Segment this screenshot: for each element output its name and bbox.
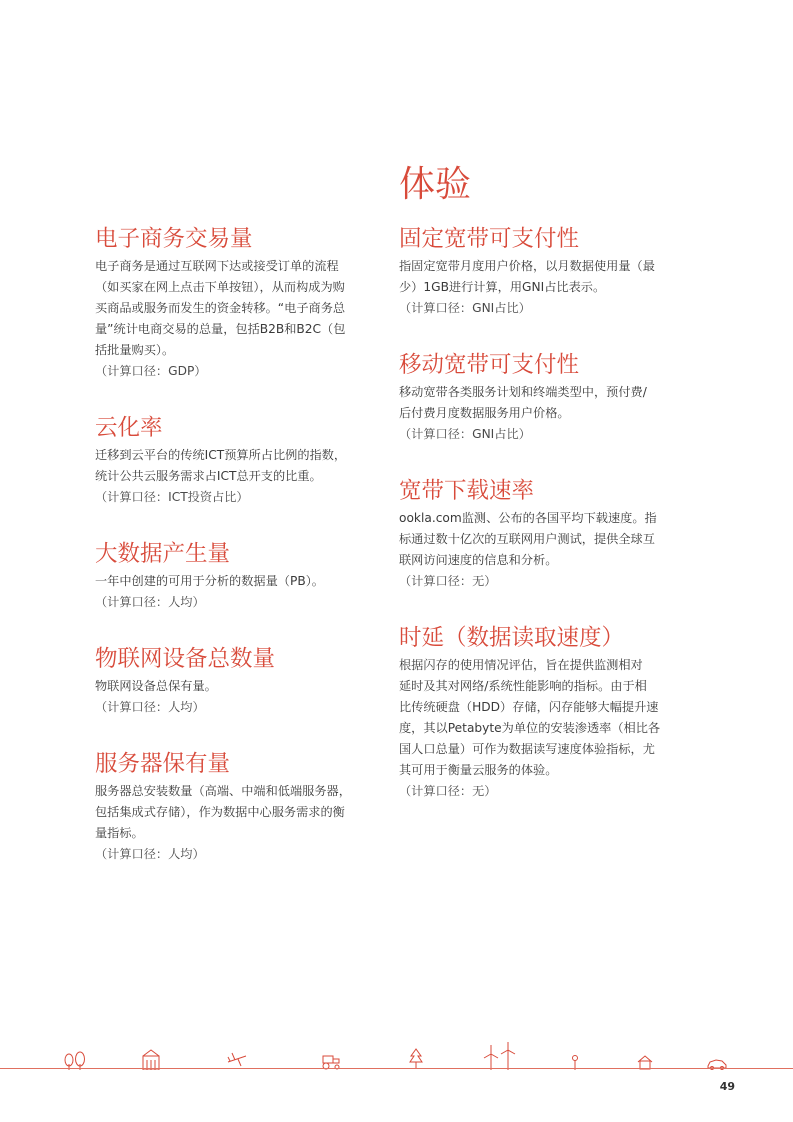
indicator-line: 比传统硬盘（HDD）存储，闪存能够大幅提升速 <box>399 700 659 714</box>
trees-icon <box>62 1050 88 1070</box>
indicator-line: 服务器总安装数量（高端、中端和低端服务器， <box>95 784 351 798</box>
indicator-basis: （计算口径：GNI占比） <box>399 301 531 315</box>
pine-tree-icon <box>408 1048 424 1070</box>
footer-divider <box>0 1068 793 1069</box>
indicator-ecommerce <box>95 222 383 382</box>
indicator-basis: （计算口径：人均） <box>95 595 205 609</box>
indicator-basis: （计算口径：ICT投资占比） <box>95 490 249 504</box>
indicator-line: 量指标。 <box>95 826 144 840</box>
indicator-iot-devices <box>95 642 383 718</box>
indicator-title: 物联网设备总数量 <box>95 646 276 672</box>
wind-turbine-icon <box>482 1042 518 1070</box>
indicator-latency <box>399 621 687 802</box>
indicator-line: 括批量购买）。 <box>95 343 175 357</box>
indicator-line: 一年中创建的可用于分析的数据量（PB）。 <box>95 574 324 588</box>
indicator-line: 根据闪存的使用情况评估，旨在提供监测相对 <box>399 658 643 672</box>
indicator-title: 时延（数据读取速度） <box>399 625 625 651</box>
indicator-line: 包括集成式存储），作为数据中心服务需求的衡 <box>95 805 345 819</box>
page-number: 49 <box>719 1080 735 1093</box>
indicator-basis: （计算口径：GNI占比） <box>399 427 531 441</box>
indicator-mobile-broadband <box>399 348 687 445</box>
indicator-line: ookla.com监测、公布的各国平均下载速度。指 <box>399 511 657 525</box>
indicator-line: 联网访问速度的信息和分析。 <box>399 553 558 567</box>
indicator-line: 买商品或服务而发生的资金转移。“电子商务总 <box>95 301 346 315</box>
indicator-title: 大数据产生量 <box>95 541 231 567</box>
indicator-line: 迁移到云平台的传统ICT预算所占比例的指数， <box>95 448 347 462</box>
indicator-line: 度，其以Petabyte为单位的安装渗透率（相比各 <box>399 721 661 735</box>
right-column <box>399 222 687 802</box>
indicator-title: 服务器保有量 <box>95 751 231 777</box>
indicator-title: 固定宽带可支付性 <box>399 226 580 252</box>
indicator-title: 云化率 <box>95 415 163 441</box>
indicator-line: （如买家在网上点击下单按钮），从而构成为购 <box>95 280 345 294</box>
indicator-title: 宽带下载速率 <box>399 478 535 504</box>
indicator-title: 电子商务交易量 <box>95 226 253 252</box>
indicator-line: 统计公共云服务需求占ICT总开支的比重。 <box>95 469 322 483</box>
footer-illustration <box>0 1040 793 1070</box>
indicator-basis: （计算口径：无） <box>399 784 497 798</box>
indicator-fixed-broadband <box>399 222 687 319</box>
indicator-line: 移动宽带各类服务计划和终端类型中，预付费/ <box>399 385 647 399</box>
indicator-basis: （计算口径：人均） <box>95 847 205 861</box>
left-column <box>95 222 383 865</box>
indicator-line: 指固定宽带月度用户价格，以月数据使用量（最 <box>399 259 655 273</box>
indicator-title: 移动宽带可支付性 <box>399 352 580 378</box>
indicator-line: 标通过数十亿次的互联网用户测试，提供全球互 <box>399 532 655 546</box>
section-title: 体验 <box>399 164 472 205</box>
indicator-line: 少）1GB进行计算，用GNI占比表示。 <box>399 280 606 294</box>
indicator-basis: （计算口径：GDP） <box>95 364 207 378</box>
indicator-servers <box>95 747 383 865</box>
indicator-line: 国人口总量）可作为数据读写速度体验指标，尤 <box>399 742 655 756</box>
indicator-basis: （计算口径：人均） <box>95 700 205 714</box>
indicator-download-speed <box>399 474 687 592</box>
indicator-big-data <box>95 537 383 613</box>
factory-icon <box>141 1048 161 1070</box>
indicator-line: 物联网设备总保有量。 <box>95 679 217 693</box>
indicator-line: 后付费月度数据服务用户价格。 <box>399 406 570 420</box>
indicator-cloud-rate <box>95 411 383 508</box>
indicator-line: 其可用于衡量云服务的体验。 <box>399 763 558 777</box>
indicator-line: 电子商务是通过互联网下达或接受订单的流程 <box>95 259 339 273</box>
indicator-basis: （计算口径：无） <box>399 574 497 588</box>
airplane-icon <box>226 1050 248 1068</box>
indicator-line: 量”统计电商交易的总量，包括B2B和B2C（包 <box>95 322 346 336</box>
indicator-line: 延时及其对网络/系统性能影响的指标。由于相 <box>399 679 647 693</box>
